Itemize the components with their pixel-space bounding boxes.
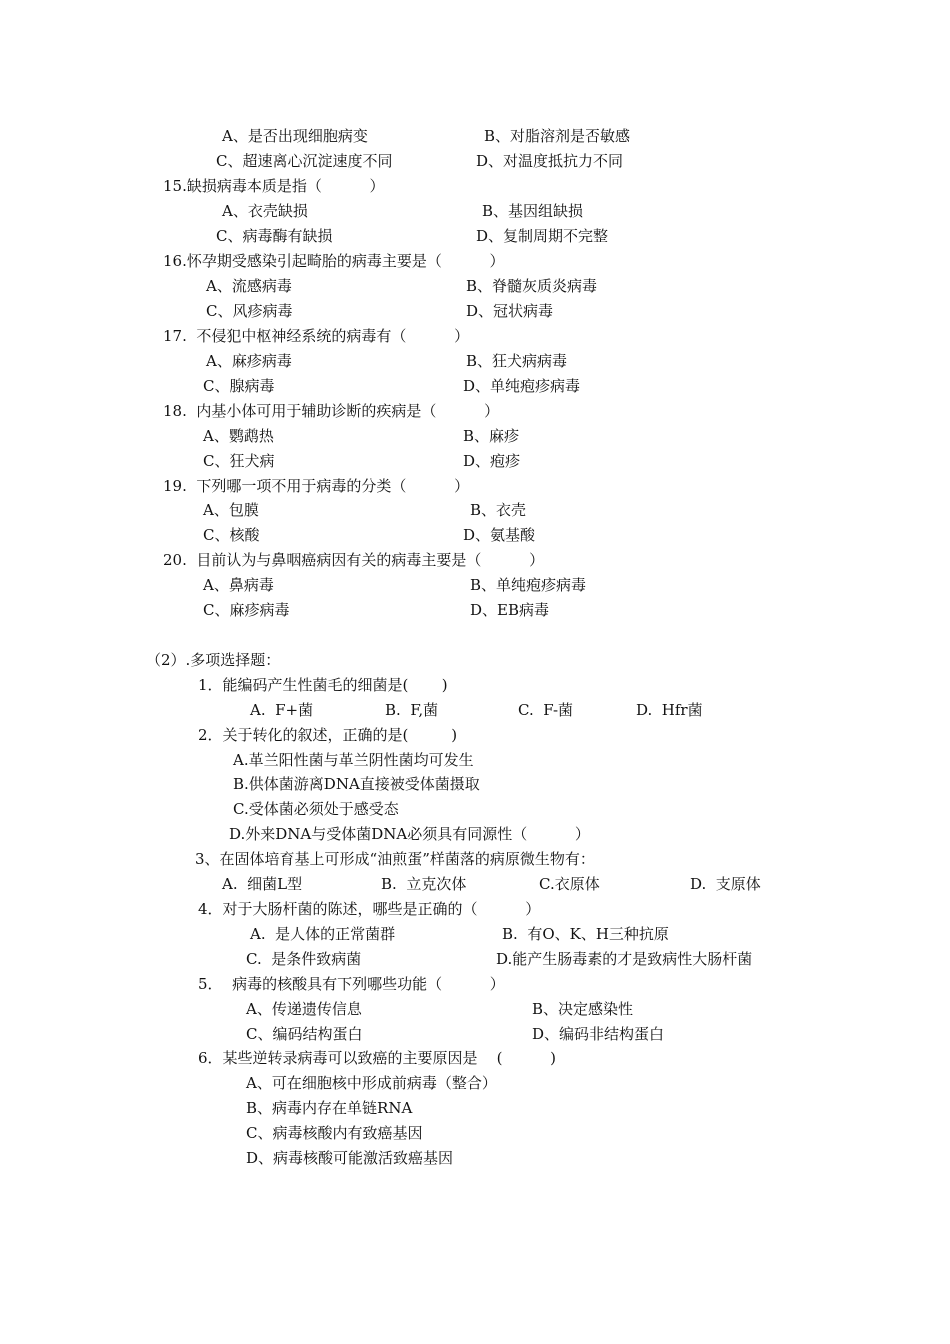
q18-option-d: D、疱疹	[463, 452, 521, 470]
q15-option-b: B、基因组缺损	[482, 202, 584, 220]
mc1-option-a: A. F+菌	[250, 701, 314, 719]
q20-option-d: D、EB病毒	[470, 601, 549, 619]
q19-option-d: D、氨基酸	[463, 526, 536, 544]
mc3-option-c: C.衣原体	[539, 875, 600, 893]
q16-option-a: A、流感病毒	[206, 277, 292, 295]
question-20: 20. 目前认为与鼻咽癌病因有关的病毒主要是（ ）	[163, 551, 545, 569]
mc5-option-a: A、传递遗传信息	[246, 1000, 362, 1018]
mc-question-1: 1．能编码产生性菌毛的细菌是( )	[198, 676, 448, 694]
question-15: 15.缺损病毒本质是指（ ）	[163, 177, 385, 195]
q14-option-b: B、对脂溶剂是否敏感	[484, 127, 631, 145]
q20-option-c: C、麻疹病毒	[203, 601, 290, 619]
question-19: 19. 下列哪一项不用于病毒的分类（ ）	[163, 477, 470, 495]
mc1-option-b: B. F,菌	[385, 701, 439, 719]
mc-question-2: 2．关于转化的叙述，正确的是( )	[198, 726, 458, 744]
q14-option-c: C、超速离心沉淀速度不同	[216, 152, 393, 170]
question-17: 17. 不侵犯中枢神经系统的病毒有（ ）	[163, 327, 470, 345]
section-title-multiple-choice: （2）.多项选择题：	[146, 651, 281, 669]
question-18: 18. 内基小体可用于辅助诊断的疾病是（ ）	[163, 402, 500, 420]
q15-option-c: C、病毒酶有缺损	[216, 227, 333, 245]
question-16: 16.怀孕期受感染引起畸胎的病毒主要是（ ）	[163, 252, 505, 270]
mc-question-3: 3、在固体培育基上可形成“油煎蛋”样菌落的病原微生物有：	[195, 850, 595, 868]
mc2-option-c: C.受体菌必须处于感受态	[233, 800, 399, 818]
q16-option-c: C、风疹病毒	[206, 302, 293, 320]
mc6-option-c: C、病毒核酸内有致癌基因	[246, 1124, 423, 1142]
q19-option-a: A、包膜	[203, 501, 259, 519]
mc4-option-a: A. 是人体的正常菌群	[250, 925, 396, 943]
q15-option-d: D、复制周期不完整	[476, 227, 609, 245]
mc1-option-c: C. F-菌	[518, 701, 574, 719]
q14-option-d: D、对温度抵抗力不同	[476, 152, 624, 170]
mc6-option-d: D、病毒核酸可能激活致癌基因	[246, 1149, 454, 1167]
mc2-option-d: D.外来DNA与受体菌DNA必须具有同源性（ ）	[229, 825, 590, 843]
mc2-option-b: B.供体菌游离DNA直接被受体菌摄取	[233, 775, 480, 793]
q17-option-c: C、腺病毒	[203, 377, 275, 395]
q18-option-a: A、鹦鹉热	[203, 427, 274, 445]
q20-option-a: A、鼻病毒	[203, 576, 274, 594]
mc-question-5: 5． 病毒的核酸具有下列哪些功能（ ）	[198, 975, 505, 993]
q17-option-a: A、麻疹病毒	[206, 352, 292, 370]
mc-question-6: 6．某些逆转录病毒可以致癌的主要原因是 ( )	[198, 1049, 557, 1067]
q17-option-b: B、狂犬病病毒	[466, 352, 568, 370]
mc3-option-d: D. 支原体	[690, 875, 761, 893]
mc4-option-b: B. 有O、K、H三种抗原	[502, 925, 669, 943]
mc4-option-c: C. 是条件致病菌	[246, 950, 362, 968]
q17-option-d: D、单纯疱疹病毒	[463, 377, 581, 395]
q14-option-a: A、是否出现细胞病变	[222, 127, 368, 145]
q18-option-c: C、狂犬病	[203, 452, 275, 470]
mc6-option-b: B、病毒内存在单链RNA	[246, 1099, 413, 1117]
q16-option-b: B、脊髓灰质炎病毒	[466, 277, 598, 295]
q16-option-d: D、冠状病毒	[466, 302, 554, 320]
mc6-option-a: A、可在细胞核中形成前病毒（整合）	[246, 1074, 497, 1092]
q15-option-a: A、衣壳缺损	[222, 202, 308, 220]
q20-option-b: B、单纯疱疹病毒	[470, 576, 587, 594]
mc5-option-d: D、编码非结构蛋白	[532, 1025, 665, 1043]
mc1-option-d: D. Hfr菌	[636, 701, 703, 719]
mc3-option-b: B. 立克次体	[381, 875, 467, 893]
q19-option-c: C、核酸	[203, 526, 260, 544]
q19-option-b: B、衣壳	[470, 501, 527, 519]
mc5-option-c: C、编码结构蛋白	[246, 1025, 363, 1043]
mc5-option-b: B、决定感染性	[532, 1000, 634, 1018]
mc4-option-d: D.能产生肠毒素的才是致病性大肠杆菌	[496, 950, 753, 968]
mc2-option-a: A.革兰阳性菌与革兰阴性菌均可发生	[233, 751, 474, 769]
mc3-option-a: A. 细菌L型	[222, 875, 303, 893]
mc-question-4: 4．对于大肠杆菌的陈述，哪些是正确的（ ）	[198, 900, 541, 918]
q18-option-b: B、麻疹	[463, 427, 520, 445]
